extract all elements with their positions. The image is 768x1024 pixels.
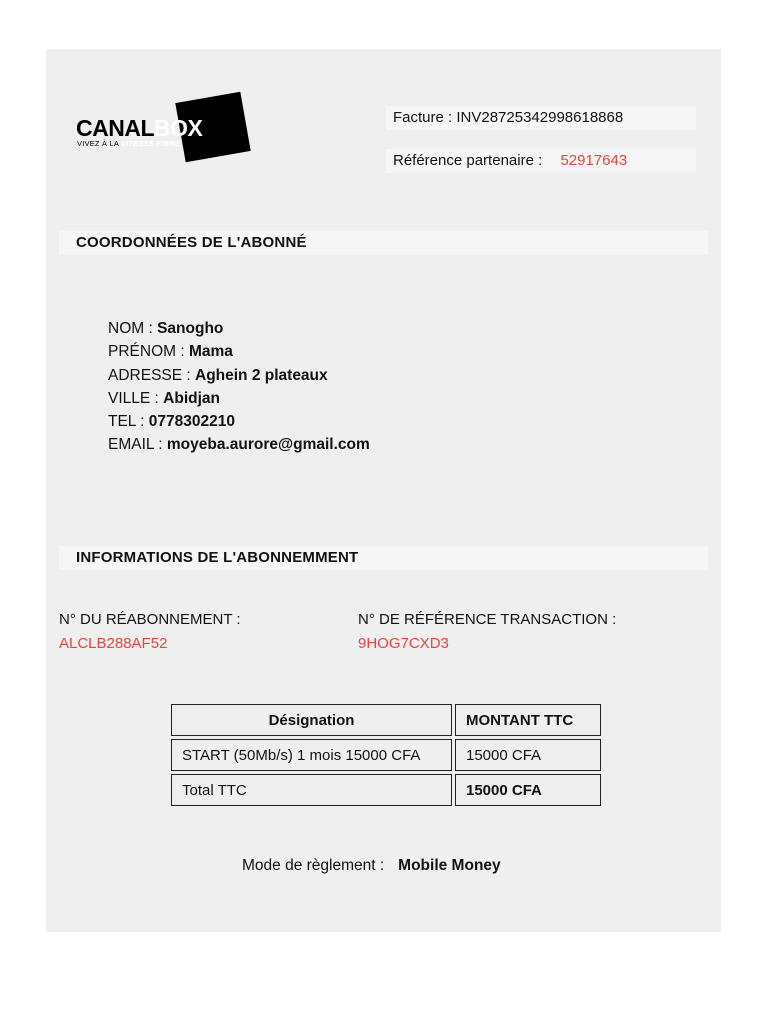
field-label: EMAIL : (108, 436, 167, 454)
field-label: VILLE : (108, 389, 164, 407)
logo-text-box: BOX (154, 115, 203, 141)
table-header-row (171, 704, 601, 736)
logo-tagline-prefix: VIVEZ À LA (77, 139, 119, 148)
table-row (171, 739, 601, 771)
item-designation: START (50Mb/s) 1 mois 15000 CFA (171, 739, 452, 771)
payment-label: Mode de règlement : (242, 857, 385, 874)
transaction-ref-label: N° DE RÉFÉRENCE TRANSACTION : (358, 611, 617, 628)
partner-ref-label: Référence partenaire : (393, 152, 543, 169)
logo-text-canal: CANAL (76, 115, 154, 141)
invoice-page (46, 49, 721, 932)
field-ville (108, 387, 370, 410)
field-adresse (108, 364, 370, 387)
item-amount: 15000 CFA (455, 739, 601, 771)
field-value: Abidjan (163, 389, 220, 407)
field-label: ADRESSE : (108, 366, 195, 384)
field-label: TEL : (108, 413, 149, 431)
field-label: PRÉNOM : (108, 343, 189, 361)
invoice-number-row (386, 106, 696, 130)
logo-tagline-bold: VITESSE FIBRE (120, 139, 180, 148)
renewal-number-value: ALCLB288AF52 (59, 635, 168, 652)
field-value: 0778302210 (148, 413, 235, 431)
field-value: Mama (188, 343, 233, 361)
invoice-number: INV28725342998618868 (456, 109, 624, 126)
field-nom (108, 317, 370, 340)
field-value: moyeba.aurore@gmail.com (166, 436, 370, 454)
subscription-section-title: INFORMATIONS DE L'ABONNEMMENT (59, 546, 708, 570)
canalbox-logo (76, 97, 226, 167)
invoice-label: Facture : (393, 109, 457, 126)
partner-ref-value: 52917643 (560, 152, 628, 169)
invoice-items-table (168, 701, 604, 809)
column-header-designation: Désignation (171, 704, 452, 736)
total-value: 15000 CFA (455, 774, 601, 806)
logo-tagline (77, 139, 180, 148)
payment-method (242, 857, 501, 875)
transaction-ref-value: 9HOG7CXD3 (358, 635, 449, 652)
field-tel (108, 410, 370, 433)
renewal-number-label: N° DU RÉABONNEMENT : (59, 611, 241, 628)
column-header-amount: MONTANT TTC (455, 704, 601, 736)
subscriber-details (108, 317, 370, 457)
field-email (108, 433, 370, 456)
partner-reference-row (386, 149, 696, 173)
field-value: Sanogho (157, 320, 224, 337)
subscriber-section-title: COORDONNÉES DE L'ABONNÉ (59, 231, 708, 255)
table-total-row (171, 774, 601, 806)
field-label: NOM : (108, 320, 158, 337)
payment-value: Mobile Money (398, 857, 501, 874)
total-label: Total TTC (171, 774, 452, 806)
field-value: Aghein 2 plateaux (195, 366, 328, 384)
field-prenom (108, 340, 370, 363)
